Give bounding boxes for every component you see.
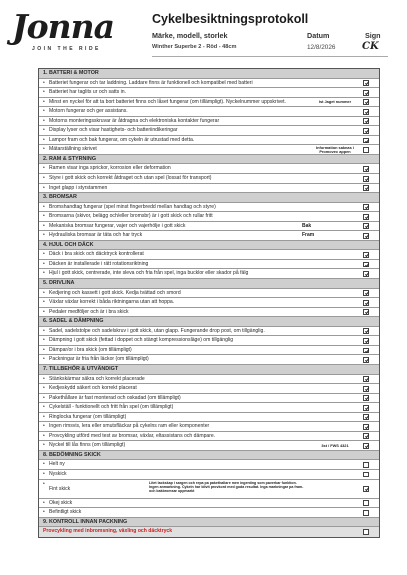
bullet-icon: • xyxy=(43,184,45,191)
checklist-row xyxy=(39,117,379,127)
checkbox[interactable] xyxy=(363,433,369,439)
row-label: Däck i bra skick och däcktryck kontrollerat xyxy=(49,251,144,258)
row-label: Pedaler medföljer och är i bra skick xyxy=(49,308,129,315)
checkbox[interactable] xyxy=(363,99,369,105)
bullet-icon: • xyxy=(43,175,45,182)
checkbox[interactable] xyxy=(363,472,369,478)
bullet-icon: • xyxy=(43,442,45,449)
row-label: Däcken är installerade i rätt rotationsriktning xyxy=(49,260,149,267)
checklist-row xyxy=(39,145,379,155)
row-label: Mekaniska bromsar fungerar, vajer och vajerhölje i gott skick xyxy=(49,222,186,229)
bullet-icon: • xyxy=(43,299,45,306)
checklist-row xyxy=(39,212,379,222)
signature: CK xyxy=(362,41,379,52)
checkbox[interactable] xyxy=(363,510,369,516)
row-label: Packningar är fria från läckor (om tillämpligt) xyxy=(49,356,149,363)
bullet-icon: • xyxy=(43,375,45,382)
checklist-row xyxy=(39,231,379,241)
row-label: Ingen rimsvis, lera eller smutsfläckar på cykelns ram eller komponenter xyxy=(49,423,210,430)
row-label: Inget glapp i styrstammen xyxy=(49,184,108,191)
bullet-icon: • xyxy=(43,337,45,344)
bullet-icon: • xyxy=(43,251,45,258)
section-title: 9. KONTROLL INNAN PACKNING xyxy=(43,518,128,525)
row-label: Lampor fram och bak fungerar, om cykeln är utrustad med detta. xyxy=(49,136,195,143)
bullet-icon: • xyxy=(43,346,45,353)
bullet-icon: • xyxy=(43,327,45,334)
checkbox[interactable] xyxy=(363,414,369,420)
row-label: Stänkskärmar säkra och korrekt placerade xyxy=(49,375,145,382)
checkbox[interactable] xyxy=(363,138,369,144)
section-header xyxy=(39,69,379,79)
row-label: Cykelställ - funktionellt och fritt från spel (om tillämpligt) xyxy=(49,404,174,411)
row-label: Motorn fungerar och ger assistans. xyxy=(49,108,128,115)
checkbox[interactable] xyxy=(363,328,369,334)
checkbox[interactable] xyxy=(363,529,369,535)
condition-comment: Litet lackskap i sargen och repa pa pakethallare men ingenting som paverkar funktion. Ingen anmarkning. Cykeln har blivit provkord med goda resultat. Inga markningar pa fram- och bakbromsar uppmarkt xyxy=(149,480,304,494)
brake-side-label: Fram xyxy=(302,232,315,239)
row-label: Minst en nyckel för att ta bort batteriet finns och låset fungerar (om tillämpligt). Nyckelnummer uppskrivet. xyxy=(49,98,286,105)
checkbox[interactable] xyxy=(363,386,369,392)
bullet-icon: • xyxy=(43,499,45,506)
section-title: 3. BROMSAR xyxy=(43,194,77,201)
checklist-row xyxy=(39,164,379,174)
model-label: Märke, modell, storlek xyxy=(152,31,228,40)
checklist-table xyxy=(38,68,380,538)
checklist-row xyxy=(39,480,379,499)
row-label: Hydrauliska bromsar är täta och har tryck xyxy=(49,232,143,239)
row-label: Okej skick xyxy=(49,499,73,506)
row-label: Batteriet fungerar och tar laddning. Laddare finns är funktionell och kompatibel med batteri xyxy=(49,79,253,86)
section-header xyxy=(39,518,379,528)
checklist-row xyxy=(39,174,379,184)
bullet-icon: • xyxy=(43,480,45,487)
row-label: Hjul i gott skick, centrerade, inte sleva och fria från spel, inga bucklor eller skador på fälg xyxy=(49,270,249,277)
checklist-row xyxy=(39,289,379,299)
bullet-icon: • xyxy=(43,423,45,430)
row-note: Ist Jaget nummer xyxy=(318,99,352,105)
bullet-icon: • xyxy=(43,270,45,277)
checkbox[interactable] xyxy=(363,262,369,268)
checkbox[interactable] xyxy=(363,128,369,134)
row-note: Information saknas i Promovec appen xyxy=(316,144,354,155)
checklist-row xyxy=(39,88,379,98)
row-label: Nyckel till lås finns (om tillämpligt) xyxy=(49,442,126,449)
checklist-row xyxy=(39,126,379,136)
checklist-row xyxy=(39,346,379,356)
checkbox[interactable] xyxy=(363,500,369,506)
row-label: Kedjering och kassett i gott skick. Kedja tvättad och smord xyxy=(49,289,181,296)
checklist-row xyxy=(39,527,379,537)
checkbox[interactable] xyxy=(363,424,369,430)
bullet-icon: • xyxy=(43,356,45,363)
section-title: 4. HJUL OCH DÄCK xyxy=(43,241,94,248)
section-header xyxy=(39,317,379,327)
bullet-icon: • xyxy=(43,404,45,411)
checkbox[interactable] xyxy=(363,376,369,382)
section-header xyxy=(39,365,379,375)
checklist-row xyxy=(39,250,379,260)
checklist-row xyxy=(39,269,379,279)
checklist-row xyxy=(39,422,379,432)
bullet-icon: • xyxy=(43,413,45,420)
checklist-row xyxy=(39,98,379,108)
bullet-icon: • xyxy=(43,213,45,220)
checkbox[interactable] xyxy=(363,90,369,96)
checklist-row xyxy=(39,394,379,404)
row-label: Fint skick xyxy=(49,485,71,492)
bullet-icon: • xyxy=(43,136,45,143)
bullet-icon: • xyxy=(43,127,45,134)
bullet-icon: • xyxy=(43,509,45,516)
header-divider xyxy=(152,56,388,57)
checkbox[interactable] xyxy=(363,147,369,153)
bullet-icon: • xyxy=(43,79,45,86)
checklist-row xyxy=(39,298,379,308)
checkbox[interactable] xyxy=(363,271,369,277)
checklist-row xyxy=(39,470,379,480)
row-label: Helt ny xyxy=(49,461,65,468)
row-label: Styre i gott skick och korrekt åtdraget och utan spel (lossat för transport) xyxy=(49,175,212,182)
row-label: Ringlocka fungerar (om tillämpligt) xyxy=(49,413,127,420)
bullet-icon: • xyxy=(43,470,45,477)
row-label: Dämpar/or i bra skick (om tillämpligt) xyxy=(49,346,132,353)
bullet-icon: • xyxy=(43,203,45,210)
row-label: Pakethållare är fast monterad och oskadad (om tillämpligt) xyxy=(49,394,181,401)
checkbox[interactable] xyxy=(363,204,369,210)
checklist-row xyxy=(39,136,379,146)
row-label: Display lyser och visar hastighets- och batteriindikeringar xyxy=(49,127,178,134)
checklist-row xyxy=(39,441,379,451)
checklist-row xyxy=(39,260,379,270)
brand-wordmark: Jonna xyxy=(12,7,114,46)
bullet-icon: • xyxy=(43,165,45,172)
brake-side-label: Bak xyxy=(302,222,312,229)
row-label: Sadel, sadelstolpe och sadelskruv i gott skick, utan glapp. Fungerande drop post, om tillgänglig. xyxy=(49,327,265,334)
checklist-row xyxy=(39,384,379,394)
checklist-row xyxy=(39,413,379,423)
bullet-icon: • xyxy=(43,108,45,115)
bullet-icon: • xyxy=(43,222,45,229)
bullet-icon: • xyxy=(43,308,45,315)
bullet-icon: • xyxy=(43,394,45,401)
checklist-row xyxy=(39,107,379,117)
section-header xyxy=(39,155,379,165)
checklist-row xyxy=(39,222,379,232)
bullet-icon: • xyxy=(43,232,45,239)
row-label: Provcykling med inbromsning, växling och däcktryck xyxy=(43,528,173,535)
checklist-row xyxy=(39,308,379,318)
brand-logo xyxy=(12,8,130,58)
checkbox[interactable] xyxy=(363,405,369,411)
section-header xyxy=(39,279,379,289)
checkbox[interactable] xyxy=(363,309,369,315)
section-header xyxy=(39,193,379,203)
checklist-row xyxy=(39,432,379,442)
checkbox[interactable] xyxy=(363,357,369,363)
row-label: Bromshandtag fungerar (spel minst fingerbredd mellan handtag och styre) xyxy=(49,203,216,210)
checkbox[interactable] xyxy=(363,462,369,468)
row-label: Mätarställning skrivet xyxy=(49,146,97,153)
bullet-icon: • xyxy=(43,146,45,153)
checkbox[interactable] xyxy=(363,395,369,401)
bullet-icon: • xyxy=(43,98,45,105)
row-label: Befintligt skick xyxy=(49,509,82,516)
section-title: 2. RAM & STYRNING xyxy=(43,155,97,162)
checkbox[interactable] xyxy=(363,252,369,258)
checkbox[interactable] xyxy=(363,166,369,172)
row-label: Provcykling utförd med test av bromsar, växlar, eltassistans och dämpare. xyxy=(49,432,216,439)
section-title: 1. BATTERI & MOTOR xyxy=(43,70,99,76)
section-title: 6. SADEL & DÄMPNING xyxy=(43,318,104,325)
header-values xyxy=(152,41,388,55)
checkbox[interactable] xyxy=(363,338,369,344)
sign-label: Sign xyxy=(365,31,381,40)
section-title: 8. BEDÖMNING SKICK xyxy=(43,451,101,458)
checkbox[interactable] xyxy=(363,348,369,354)
row-label: Växlar växlar korrekt i båda riktningarna utan att hoppa. xyxy=(49,299,175,306)
bullet-icon: • xyxy=(43,461,45,468)
model-value: Winther Superbe 2 - Röd - 48cm xyxy=(152,44,237,50)
checkbox[interactable] xyxy=(363,233,369,239)
date-label: Datum xyxy=(307,31,330,40)
bullet-icon: • xyxy=(43,89,45,96)
row-label: Dämpning i gott skick (fettad i doppet och stängt kompressionsläge) om tillgänglig xyxy=(49,337,234,344)
bullet-icon: • xyxy=(43,432,45,439)
section-header xyxy=(39,241,379,251)
checkbox[interactable] xyxy=(363,80,369,86)
checkbox[interactable] xyxy=(363,214,369,220)
header-labels xyxy=(152,31,388,43)
section-header xyxy=(39,451,379,461)
row-label: Batteriet har taglits ur och satts in. xyxy=(49,89,127,96)
checkbox[interactable] xyxy=(363,486,369,492)
checklist-row xyxy=(39,499,379,509)
section-title: 5. DRIVLINA xyxy=(43,280,75,287)
row-label: Ramen visar inga sprickor, korrosion eller deformation xyxy=(49,165,171,172)
checklist-row xyxy=(39,508,379,518)
section-title: 7. TILLBEHÖR & UTVÄNDIGT xyxy=(43,365,119,372)
brand-tagline: JOIN THE RIDE xyxy=(32,46,101,52)
bullet-icon: • xyxy=(43,260,45,267)
bullet-icon: • xyxy=(43,289,45,296)
row-label: Bromsarna (skivor, belägg och/eller bromsbr) är i gott skick och rullar fritt xyxy=(49,213,213,220)
checklist-row xyxy=(39,79,379,89)
row-label: Nyskick xyxy=(49,470,67,477)
row-label: Kedjeskydd säkert och korrekt placerat xyxy=(49,385,137,392)
checkbox[interactable] xyxy=(363,300,369,306)
checkbox[interactable] xyxy=(363,176,369,182)
checklist-row xyxy=(39,336,379,346)
checklist-row xyxy=(39,355,379,365)
row-note: 3st / FWS 4321 xyxy=(321,442,349,448)
checkbox[interactable] xyxy=(363,185,369,191)
checkbox[interactable] xyxy=(363,290,369,296)
row-label: Motorns monteringsskruvar är åtdragna och elektroniska kontakter fungerar xyxy=(49,117,220,124)
bullet-icon: • xyxy=(43,385,45,392)
date-value: 12/8/2026 xyxy=(307,44,336,51)
checkbox[interactable] xyxy=(363,109,369,115)
checkbox[interactable] xyxy=(363,118,369,124)
checklist-row xyxy=(39,375,379,385)
checkbox[interactable] xyxy=(363,223,369,229)
checkbox[interactable] xyxy=(363,443,369,449)
bullet-icon: • xyxy=(43,117,45,124)
checklist-row xyxy=(39,403,379,413)
checklist-row xyxy=(39,327,379,337)
document-title: Cykelbesiktningsprotokoll xyxy=(152,12,309,26)
checklist-row xyxy=(39,203,379,213)
checklist-row xyxy=(39,460,379,470)
checklist-row xyxy=(39,184,379,194)
